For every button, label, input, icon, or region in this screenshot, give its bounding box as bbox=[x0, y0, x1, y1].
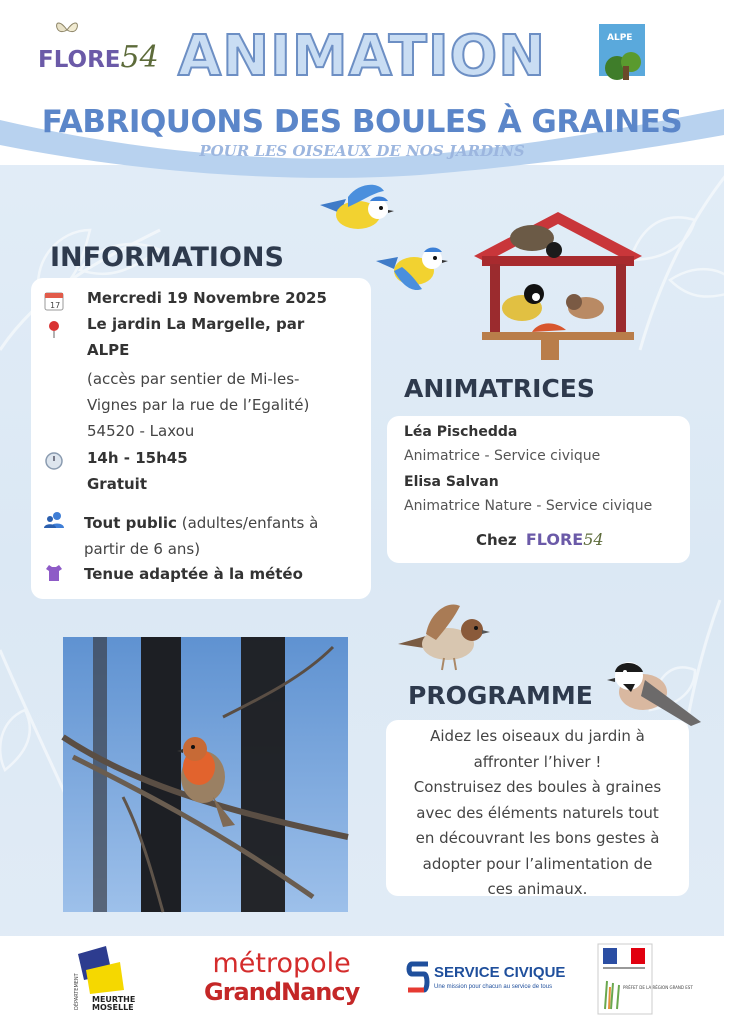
prefet-logo bbox=[597, 943, 693, 1015]
info-access-line2: Vignes par la rue de l’Egalité) bbox=[87, 396, 310, 414]
animatrice-2-name: Elisa Salvan bbox=[404, 474, 499, 490]
programme-line: adopter pour l’alimentation de bbox=[422, 854, 653, 873]
robin-photo bbox=[63, 637, 348, 912]
info-place-line2: ALPE bbox=[87, 341, 130, 359]
animatrice-1-name: Léa Pischedda bbox=[404, 424, 518, 440]
page-title: ANIMATION bbox=[177, 24, 547, 89]
programme-line: avec des éléments naturels tout bbox=[416, 803, 659, 822]
animatrice-1-role: Animatrice - Service civique bbox=[404, 448, 601, 464]
blue-tit-bird-illustration-2 bbox=[372, 237, 452, 295]
programme-line: en découvrant les bons gestes à bbox=[415, 829, 660, 847]
info-date: Mercredi 19 Novembre 2025 bbox=[87, 289, 327, 307]
chez-flore-number: 54 bbox=[583, 530, 604, 549]
chez-label: Chez bbox=[476, 531, 517, 549]
info-address: 54520 - Laxou bbox=[87, 422, 195, 440]
people-icon bbox=[44, 510, 64, 530]
robin-photo-scene bbox=[63, 637, 348, 912]
metropole-top: métropole bbox=[212, 948, 351, 979]
flore-number: 54 bbox=[120, 40, 159, 75]
tshirt-icon bbox=[44, 563, 64, 583]
page-subtitle: FABRIQUONS DES BOULES À GRAINES bbox=[41, 104, 683, 140]
clock-icon bbox=[44, 451, 64, 471]
bird-feeder-illustration bbox=[466, 204, 650, 364]
calendar-day: 17 bbox=[50, 301, 61, 310]
programme-line: Construisez des boules à graines bbox=[413, 778, 662, 796]
chez-line bbox=[476, 530, 604, 549]
animatrice-2-role: Animatrice Nature - Service civique bbox=[404, 498, 653, 514]
programme-line: ces animaux. bbox=[487, 880, 588, 898]
info-place-line1: Le jardin La Margelle, par bbox=[87, 315, 305, 333]
service-civique-tagline: Une mission pour chacun au service de tous bbox=[434, 984, 553, 990]
alpe-logo-text: ALPE bbox=[607, 33, 633, 43]
programme-card bbox=[386, 720, 689, 896]
info-time: 14h - 15h45 bbox=[87, 449, 188, 467]
info-public-bold: Tout public bbox=[84, 514, 177, 532]
map-pin-icon bbox=[44, 319, 64, 339]
animatrices-heading: ANIMATRICES bbox=[404, 374, 595, 403]
dept-line1: MEURTHE bbox=[92, 995, 136, 1004]
page-tagline: POUR LES OISEAUX DE NOS JARDINS bbox=[199, 142, 525, 160]
dept-side: DÉPARTEMENT bbox=[74, 973, 80, 1010]
info-public-rest: (adultes/enfants à bbox=[176, 514, 319, 532]
service-civique-name: SERVICE CIVIQUE bbox=[434, 964, 566, 981]
blue-tit-bird-illustration bbox=[318, 183, 398, 241]
prefet-caption: PRÉFET DE LA RÉGION GRAND EST bbox=[623, 985, 693, 990]
info-access-line1: (accès par sentier de Mi-les- bbox=[87, 370, 300, 388]
flore-word: FLORE bbox=[38, 47, 121, 73]
calendar-icon bbox=[44, 291, 64, 311]
programme-heading: PROGRAMME bbox=[408, 681, 593, 710]
service-civique-icon bbox=[406, 962, 430, 992]
metropole-logo bbox=[204, 950, 359, 1006]
dept-line2: MOSELLE bbox=[92, 1003, 134, 1012]
info-public-line1 bbox=[84, 510, 318, 536]
programme-line: Aidez les oiseaux du jardin à bbox=[430, 727, 645, 745]
programme-line: affronter l’hiver ! bbox=[473, 752, 602, 771]
informations-heading: INFORMATIONS bbox=[50, 242, 284, 273]
meurthe-moselle-logo bbox=[70, 944, 136, 1012]
sparrow-illustration bbox=[396, 598, 492, 678]
chez-flore-word: FLORE bbox=[525, 530, 584, 549]
info-dress: Tenue adaptée à la météo bbox=[84, 565, 303, 583]
metropole-bottom: GrandNancy bbox=[204, 978, 360, 1006]
programme-text bbox=[386, 724, 689, 903]
chez-flore54-logo bbox=[526, 530, 604, 549]
chickadee-illustration bbox=[605, 656, 703, 728]
info-price: Gratuit bbox=[87, 475, 147, 493]
info-public-line2: partir de 6 ans) bbox=[84, 540, 201, 558]
